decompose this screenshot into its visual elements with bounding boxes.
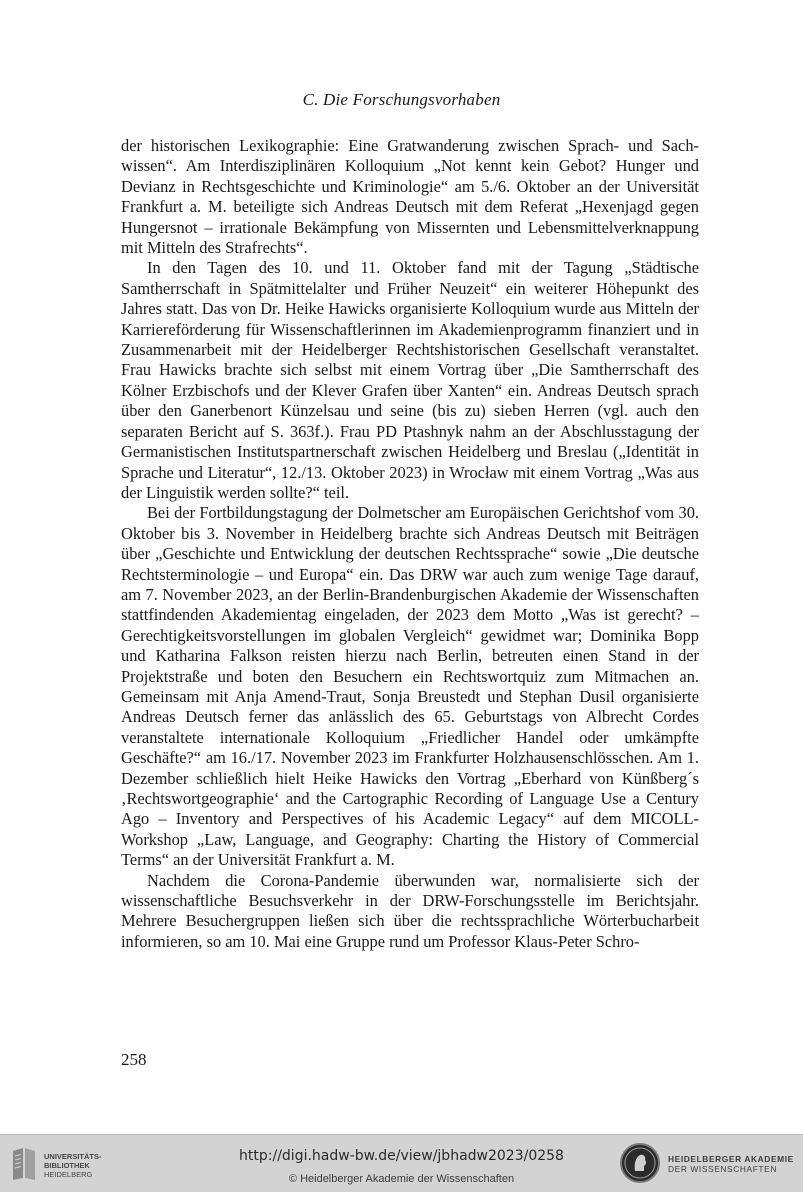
academy-seal-icon xyxy=(620,1143,660,1183)
academy-logo-text: HEIDELBERGER AKADEMIE DER WISSENSCHAFTEN xyxy=(668,1154,794,1174)
main-text xyxy=(121,136,699,952)
paragraph-2: In den Tagen des 10. und 11. Oktober fand mit der Tagung „Städtische Samtherrschaft in Spätmittelalter und Früher Neuzeit“ ein weiterer Höhepunkt des Jahres statt. Das von Dr. Heike Hawicks organisierte Kolloquium wurde aus Mitteln der Karriereförderung für Wissenschaftlerinnen im Akademienprogramm finanziert und in Zusammenarbeit mit der Heidelberger Rechtshistorischen Gesellschaft veranstaltet. Frau Hawicks brachte sich selbst mit einem Vortrag über „Die Samtherrschaft des Kölner Erzbischofs und der Klever Grafen über Xanten“ ein. Andreas Deutsch sprach über den Ganerbenort Künzelsau und seine (bis zu) sieben Herren (vgl. auch den separaten Bericht auf S. 363f.). Frau PD Ptashnyk nahm an der Abschlusstagung der Germanistischen Institutspartnerschaft zwischen Heidelberg und Breslau („Identität in Sprache und Literatur“, 12./13. Oktober 2023) in Wrocław mit einem Vortrag „Was aus der Linguistik werden sollte?“ teil. xyxy=(121,258,699,502)
paragraph-4: Nachdem die Corona-Pandemie überwunden war, normalisierte sich der wissenschaftliche Besuchsverkehr in der DRW-Forschungsstelle im Berichtsjahr. Mehrere Besuchergruppen ließen sich über die rechtssprachliche Wörterbucharbeit informieren, so am 10. Mai eine Gruppe rund um Professor Klaus-Peter Schro- xyxy=(121,870,699,951)
running-title: C. Die Forschungsvorhaben xyxy=(302,90,501,109)
page-number: 258 xyxy=(121,1050,147,1069)
paragraph-3: Bei der Fortbildungstagung der Dolmetscher am Europäischen Gerichtshof vom 30. Oktober bis 3. November in Heidelberg brachte sich Andreas Deutsch mit Beiträgen über „Geschichte und Entwicklung der deutschen Rechtssprache“ sowie „Die deutsche Rechtsterminologie – und Europa“ ein. Das DRW war auch zum wenige Tage darauf, am 7. November 2023, an der Berlin-Brandenburgischen Akademie der Wissenschaften stattfindenden Akademientag eingeladen, der 2023 dem Motto „Was ist gerecht? – Gerechtigkeitsvorstellungen im globalen Vergleich“ gewidmet war; Dominika Bopp und Katharina Falkson reisten hierzu nach Berlin, betreuten einen Stand in der Projektstraße und boten den Besuchern ein Rechtswortquiz zum Mitmachen an. Gemeinsam mit Anja Amend-Traut, Sonja Breustedt und Stephan Dusil organisierte Andreas Deutsch ferner das anlässlich des 65. Geburtstags von Albrecht Cordes veranstaltete internationale Kolloquium „Friedlicher Handel oder umkämpfte Geschäfte?“ am 16./17. November 2023 im Frankfurter Holzhausenschlösschen. Am 1. Dezember schließlich hielt Heike Hawicks den Vortrag „Eberhard von Künßberg´s ‚Rechtswortgeographie‘ and the Cartographic Recording of Language Use a Century Ago – Inventory and Perspectives of his Academic Legacy“ auf dem MICOLL-Workshop „Law, Language, and Geography: Charting the History of Commercial Terms“ an der Universität Frankfurt a. M. xyxy=(121,503,699,870)
paragraph-1: der historischen Lexikographie: Eine Gratwanderung zwischen Sprach- und Sachwissen“. Am Interdisziplinären Kolloquium „Not kennt kein Gebot? Hunger und Devianz in Rechtsgeschichte und Kriminologie“ am 5./6. Oktober an der Universität Frankfurt a. M. beteiligte sich Andreas Deutsch mit dem Referat „Hexenjagd gegen Hungersnot – irrationale Bekämpfung von Missernten und Lebensmittelverknappung mit Mitteln des Strafrechts“. xyxy=(121,136,699,258)
copyright-notice: © Heidelberger Akademie der Wissenschaften xyxy=(288,1173,515,1185)
permalink-url[interactable]: http://digi.hadw-bw.de/view/jbhadw2023/0258 xyxy=(239,1148,564,1164)
library-logo-text: UNIVERSITÄTS- BIBLIOTHEK HEIDELBERG xyxy=(44,1152,102,1179)
footer-bar xyxy=(0,1134,803,1192)
